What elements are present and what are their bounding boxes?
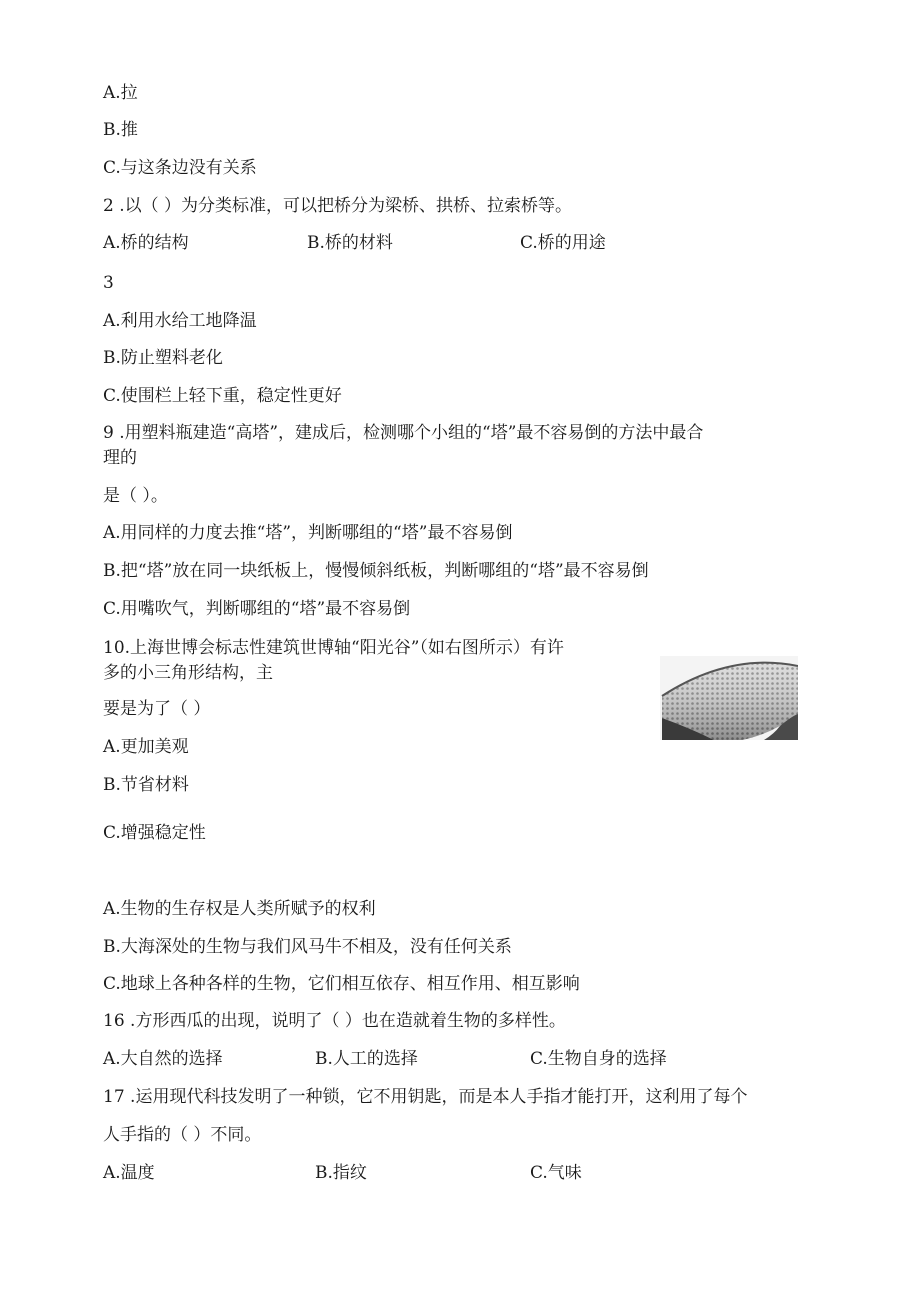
q17-stem-line1: 17 .运用现代科技发明了一种锁，它不用钥匙，而是本人手指才能打开，这利用了每个: [103, 1087, 748, 1107]
q3-option-c: C.使围栏上轻下重，稳定性更好: [103, 386, 342, 406]
q1-option-b: B.推: [103, 120, 138, 140]
q10-option-a: A.更加美观: [103, 737, 189, 757]
q17-option-b: B.指纹: [315, 1163, 367, 1183]
q16-option-a: A.大自然的选择: [103, 1049, 223, 1069]
sunshine-valley-photo: [660, 656, 798, 740]
q15-option-b: B.大海深处的生物与我们风马牛不相及，没有任何关系: [103, 937, 512, 957]
q2-option-a: A.桥的结构: [103, 233, 189, 253]
q17-option-a: A.温度: [103, 1163, 155, 1183]
q16-stem: 16 .方形西瓜的出现，说明了（ ）也在造就着生物的多样性。: [103, 1011, 566, 1031]
q2-stem: 2 .以（ ）为分类标准，可以把桥分为梁桥、拱桥、拉索桥等。: [103, 196, 573, 216]
q15-option-c: C.地球上各种各样的生物，它们相互依存、相互作用、相互影响: [103, 974, 580, 994]
q10-option-b: B.节省材料: [103, 775, 189, 795]
q9-option-a: A.用同样的力度去推“塔”，判断哪组的“塔”最不容易倒: [103, 523, 513, 543]
q1-option-a: A.拉: [103, 83, 138, 103]
q10-stem-line3: 要是为了（ ）: [103, 699, 211, 719]
q2-option-c: C.桥的用途: [520, 233, 606, 253]
q16-option-b: B.人工的选择: [315, 1049, 418, 1069]
q9-stem-line3: 是（ ）。: [103, 486, 168, 506]
q3-number: 3: [103, 273, 114, 293]
q16-option-c: C.生物自身的选择: [530, 1049, 667, 1069]
q9-stem-line2: 理的: [103, 448, 137, 468]
q9-option-c: C.用嘴吹气，判断哪组的“塔”最不容易倒: [103, 599, 411, 619]
q2-option-b: B.桥的材料: [307, 233, 393, 253]
q9-option-b: B.把“塔”放在同一块纸板上，慢慢倾斜纸板，判断哪组的“塔”最不容易倒: [103, 561, 649, 581]
q10-option-c: C.增强稳定性: [103, 823, 206, 843]
q10-stem-line1: 10.上海世博会标志性建筑世博轴“阳光谷”（如右图所示）有许: [103, 638, 564, 658]
q15-option-a: A.生物的生存权是人类所赋予的权利: [103, 899, 376, 919]
q9-stem-line1: 9 .用塑料瓶建造“高塔”，建成后，检测哪个小组的“塔”最不容易倒的方法中最合: [103, 423, 704, 443]
q10-stem-line2: 多的小三角形结构，主: [103, 663, 273, 683]
q3-option-b: B.防止塑料老化: [103, 348, 223, 368]
q17-stem-line2: 人手指的（ ）不同。: [103, 1125, 262, 1145]
q17-option-c: C.气味: [530, 1163, 582, 1183]
q3-option-a: A.利用水给工地降温: [103, 311, 257, 331]
q1-option-c: C.与这条边没有关系: [103, 158, 257, 178]
